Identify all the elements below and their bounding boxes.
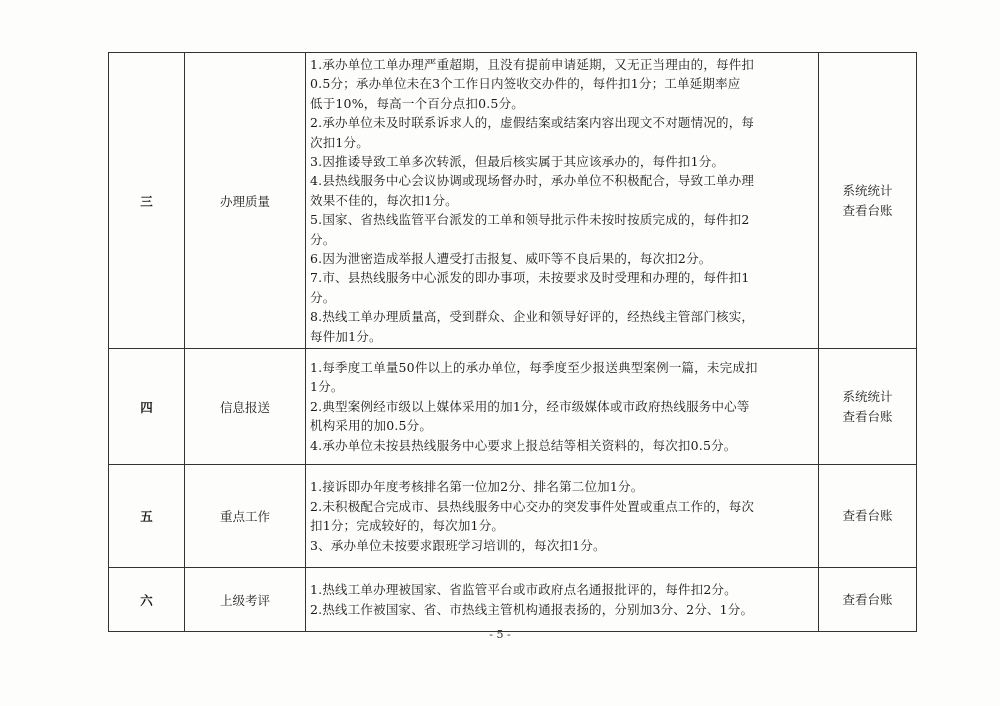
method-line: 查看台账 <box>842 508 893 524</box>
table-row <box>109 568 917 632</box>
standard-line: 0.5分；承办单位未在3个工作日内签收交办件的，每件扣1分；工单延期率应 <box>310 76 741 92</box>
assessment-method <box>819 465 917 568</box>
standard-line: 1分。 <box>310 379 344 395</box>
standard-line: 4.承办单位未按县热线服务中心要求上报总结等相关资料的，每次扣0.5分。 <box>310 437 737 453</box>
standard-line: 2.热线工作被国家、省、市热线主管机构通报表扬的，分别加3分、2分、1分。 <box>310 601 754 617</box>
assessment-table <box>108 52 917 632</box>
scoring-standard <box>306 568 819 632</box>
standard-line: 2.未积极配合完成市、县热线服务中心交办的突发事件处置或重点工作的，每次 <box>310 498 755 514</box>
page-number: - 5 - <box>489 628 511 641</box>
standard-line: 每件加1分。 <box>310 328 382 344</box>
standard-line: 1.每季度工单量50件以上的承办单位，每季度至少报送典型案例一篇，未完成扣 <box>310 360 758 376</box>
standard-line: 次扣1分。 <box>310 134 369 150</box>
standard-line: 1.热线工单办理被国家、省监管平台或市政府点名通报批评的，每件扣2分。 <box>310 582 737 598</box>
assessment-item: 信息报送 <box>185 349 306 465</box>
row-number: 四 <box>109 349 185 465</box>
standard-line: 6.因为泄密造成举报人遭受打击报复、威吓等不良后果的，每次扣2分。 <box>310 251 712 267</box>
method-line: 查看台账 <box>842 591 893 607</box>
standard-line: 1.承办单位工单办理严重超期，且没有提前申请延期，又无正当理由的，每件扣 <box>310 57 755 72</box>
row-number: 三 <box>109 53 185 349</box>
row-number: 六 <box>109 568 185 632</box>
table-row <box>109 349 917 465</box>
standard-line: 5.国家、省热线监管平台派发的工单和领导批示件未按时按质完成的，每件扣2 <box>310 212 750 228</box>
table-row <box>109 53 917 349</box>
standard-line: 1.接诉即办年度考核排名第一位加2分、排名第二位加1分。 <box>310 479 644 495</box>
standard-line: 3、承办单位未按要求跟班学习培训的，每次扣1分。 <box>310 537 606 553</box>
assessment-item: 办理质量 <box>185 53 306 349</box>
method-line: 系统统计 <box>842 182 893 198</box>
scoring-standard <box>306 53 819 349</box>
assessment-method <box>819 349 917 465</box>
assessment-method <box>819 568 917 632</box>
standard-line: 分。 <box>310 231 336 247</box>
method-line: 系统统计 <box>842 388 893 404</box>
row-number: 五 <box>109 465 185 568</box>
standard-line: 机构采用的加0.5分。 <box>310 418 433 434</box>
scoring-standard <box>306 349 819 465</box>
standard-line: 分。 <box>310 289 336 305</box>
standard-line: 7.市、县热线服务中心派发的即办事项，未按要求及时受理和办理的，每件扣1 <box>310 270 750 286</box>
method-line: 查看台账 <box>842 408 893 424</box>
method-line: 查看台账 <box>842 202 893 218</box>
standard-line: 3.因推诿导致工单多次转派，但最后核实属于其应该承办的，每件扣1分。 <box>310 154 725 170</box>
standard-line: 4.县热线服务中心会议协调或现场督办时，承办单位不积极配合，导致工单办理 <box>310 173 755 189</box>
standard-line: 低于10%，每高一个百分点扣0.5分。 <box>310 95 524 111</box>
assessment-item: 上级考评 <box>185 568 306 632</box>
standard-line: 2.承办单位未及时联系诉求人的，虚假结案或结案内容出现文不对题情况的，每 <box>310 115 755 131</box>
table-row <box>109 465 917 568</box>
standard-line: 扣1分；完成较好的，每次加1分。 <box>310 518 505 534</box>
assessment-method <box>819 53 917 349</box>
standard-line: 8.热线工单办理质量高，受到群众、企业和领导好评的，经热线主管部门核实， <box>310 309 755 325</box>
standard-line: 效果不佳的，每次扣1分。 <box>310 192 458 208</box>
standard-line: 2.典型案例经市级以上媒体采用的加1分，经市级媒体或市政府热线服务中心等 <box>310 398 750 414</box>
scoring-standard <box>306 465 819 568</box>
assessment-item: 重点工作 <box>185 465 306 568</box>
